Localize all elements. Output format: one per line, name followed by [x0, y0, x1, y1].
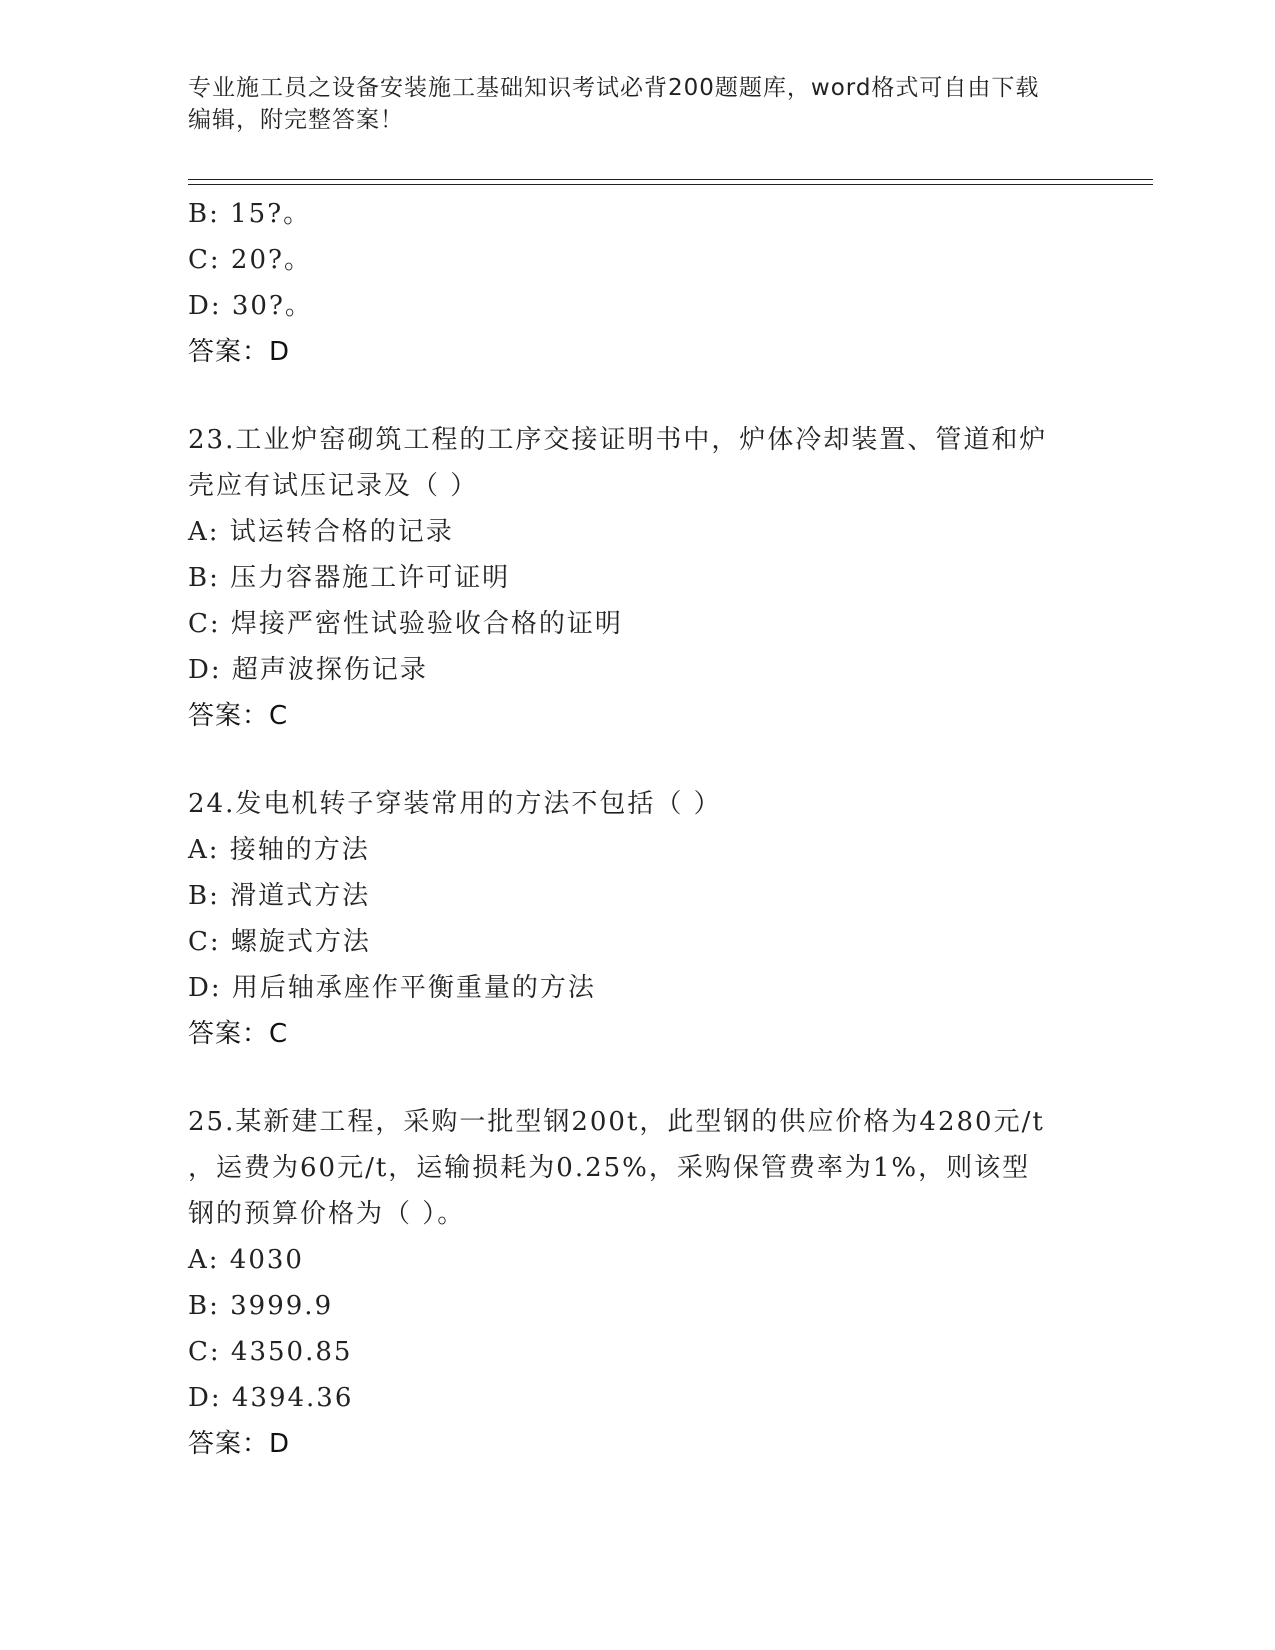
question-stem-line2: 壳应有试压记录及（ ） [188, 471, 479, 501]
question-25 [188, 1099, 1088, 1467]
prev-question-continued [188, 191, 1088, 375]
question-stem-line1: 24.发电机转子穿装常用的方法不包括（ ） [188, 789, 722, 819]
document-header [188, 72, 1088, 136]
option-c: C: 焊接严密性试验验收合格的证明 [188, 609, 623, 639]
header-title-line1: 专业施工员之设备安装施工基础知识考试必背200题题库，word格式可自由下载 [188, 75, 1040, 101]
option-a: A: 试运转合格的记录 [188, 517, 454, 547]
option-b: B: 压力容器施工许可证明 [188, 563, 511, 593]
option-d: D: 30?。 [188, 291, 313, 321]
answer-label: 答案：D [188, 337, 291, 367]
question-24 [188, 781, 1088, 1057]
option-b: B: 3999.9 [188, 1291, 334, 1321]
answer-label: 答案：D [188, 1429, 291, 1459]
option-b: B: 滑道式方法 [188, 881, 371, 911]
option-c: C: 20?。 [188, 245, 312, 275]
answer-label: 答案：C [188, 1019, 289, 1049]
question-stem-line1: 25.某新建工程，采购一批型钢200t，此型钢的供应价格为4280元/t [188, 1107, 1045, 1137]
header-divider-bottom [188, 184, 1153, 185]
option-a: A: 接轴的方法 [188, 835, 370, 865]
option-d: D: 4394.36 [188, 1383, 354, 1413]
header-divider-top [188, 179, 1153, 180]
header-title-line2: 编辑，附完整答案！ [188, 107, 404, 133]
option-a: A: 4030 [188, 1245, 304, 1275]
question-list [188, 191, 1088, 1467]
option-d: D: 用后轴承座作平衡重量的方法 [188, 973, 596, 1003]
option-d: D: 超声波探伤记录 [188, 655, 428, 685]
option-c: C: 螺旋式方法 [188, 927, 371, 957]
question-stem-line1: 23.工业炉窑砌筑工程的工序交接证明书中，炉体冷却装置、管道和炉 [188, 425, 1048, 455]
question-stem-line3: 钢的预算价格为（ ）。 [188, 1199, 466, 1229]
option-c: C: 4350.85 [188, 1337, 353, 1367]
option-b: B: 15?。 [188, 199, 312, 229]
question-stem-line2: ，运费为60元/t，运输损耗为0.25%，采购保管费率为1%，则该型 [188, 1153, 1031, 1183]
answer-label: 答案：C [188, 701, 289, 731]
question-23 [188, 417, 1088, 739]
